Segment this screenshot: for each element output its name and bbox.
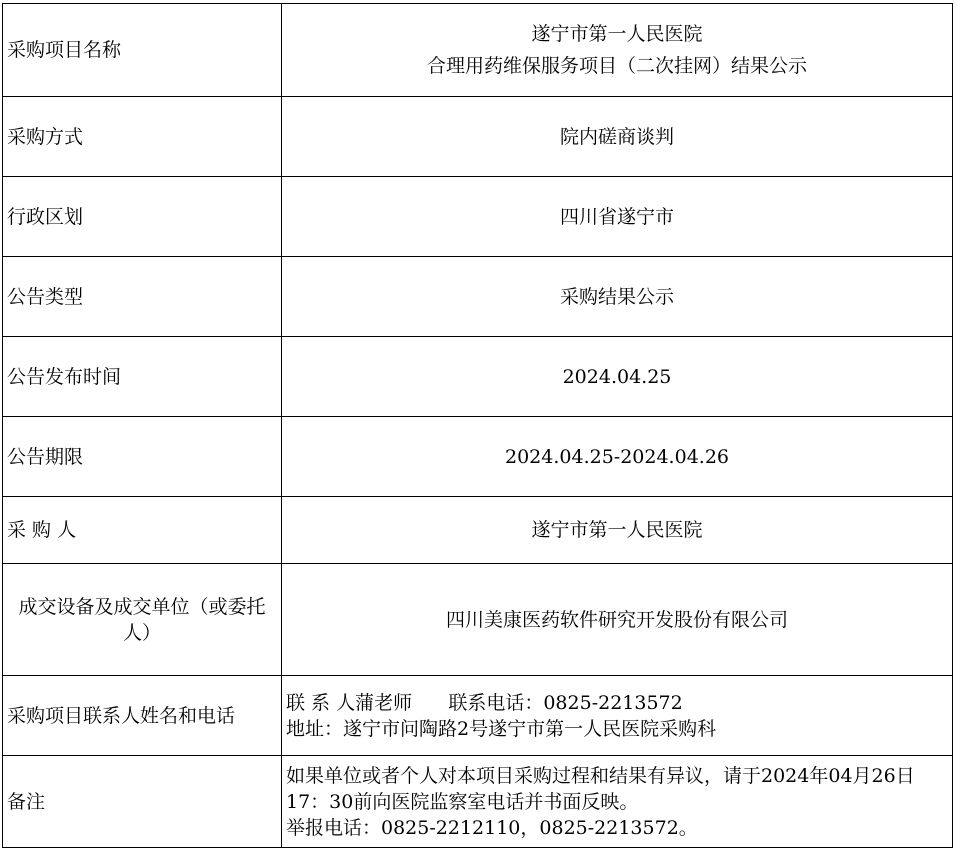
project-name-label: 采购项目名称 — [3, 4, 282, 97]
remark-text: 如果单位或者个人对本项目采购过程和结果有异议，请于2024年04月26日17：30前向医院监察室电话并书面反映。 — [286, 764, 915, 813]
procurement-notice-table — [2, 3, 953, 848]
period-label: 公告期限 — [3, 417, 282, 497]
winner-value: 四川美康医药软件研究开发股份有限公司 — [282, 564, 953, 676]
row-period — [3, 417, 953, 497]
row-notice-type — [3, 257, 953, 337]
project-title-line1: 遂宁市第一人民医院 — [531, 23, 703, 45]
row-method — [3, 97, 953, 177]
contact-person-line — [286, 690, 948, 716]
contact-value — [282, 676, 953, 756]
row-winner — [3, 564, 953, 676]
purchaser-value: 遂宁市第一人民医院 — [282, 497, 953, 564]
publish-time-value: 2024.04.25 — [282, 337, 953, 417]
method-value: 院内磋商谈判 — [282, 97, 953, 177]
remark-report-phone: 举报电话：0825-2212110，0825-2213572。 — [286, 816, 698, 839]
project-title-line2: 合理用药维保服务项目（二次挂网）结果公示 — [426, 55, 807, 77]
notice-type-value: 采购结果公示 — [282, 257, 953, 337]
row-project-name — [3, 4, 953, 97]
project-name-value — [282, 4, 953, 97]
contact-phone: 联系电话：0825-2213572 — [448, 691, 683, 714]
row-remark — [3, 756, 953, 848]
notice-type-label: 公告类型 — [3, 257, 282, 337]
method-label: 采购方式 — [3, 97, 282, 177]
row-contact — [3, 676, 953, 756]
contact-address: 地址：遂宁市问陶路2号遂宁市第一人民医院采购科 — [286, 717, 717, 740]
region-value: 四川省遂宁市 — [282, 177, 953, 257]
region-label: 行政区划 — [3, 177, 282, 257]
contact-person: 联 系 人蒲老师 — [286, 691, 413, 714]
period-value: 2024.04.25-2024.04.26 — [282, 417, 953, 497]
purchaser-label: 采 购 人 — [3, 497, 282, 564]
row-purchaser — [3, 497, 953, 564]
remark-label: 备注 — [3, 756, 282, 848]
row-publish-time — [3, 337, 953, 417]
row-region — [3, 177, 953, 257]
winner-label: 成交设备及成交单位（或委托人） — [3, 564, 282, 676]
contact-label: 采购项目联系人姓名和电话 — [3, 676, 282, 756]
remark-value — [282, 756, 953, 848]
publish-time-label: 公告发布时间 — [3, 337, 282, 417]
